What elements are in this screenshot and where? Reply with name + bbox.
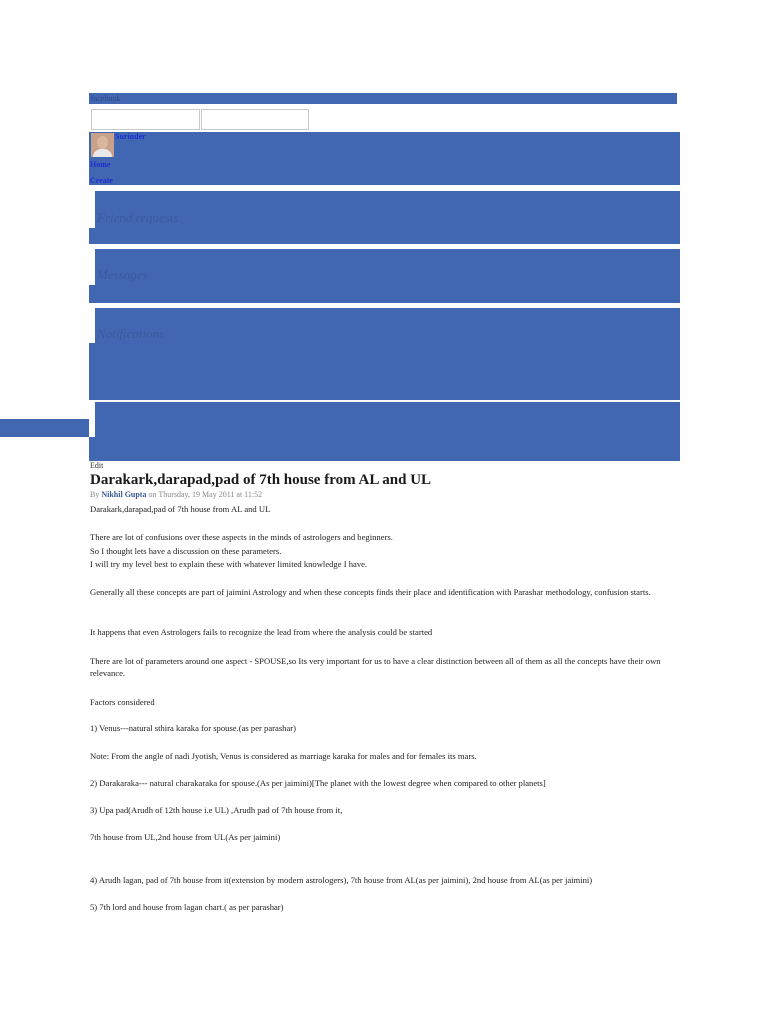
note-paragraph: Darakark,darapad,pad of 7th house from AL and UL <box>90 504 271 514</box>
friend-requests-panel[interactable] <box>95 191 680 228</box>
note-paragraph: Note: From the angle of nadi Jyotish, Venus is considered as marriage karaka for males and for females its mars. <box>90 751 477 761</box>
note-paragraph: I will try my level best to explain these with whatever limited knowledge I have. <box>90 559 368 569</box>
facebook-logo[interactable]: facebook <box>91 94 121 103</box>
byline <box>90 490 262 499</box>
nav-create[interactable]: Create <box>90 176 113 185</box>
top-bar <box>89 93 677 104</box>
profile-name[interactable]: Surinder <box>115 132 146 141</box>
note-paragraph: 7th house from UL,2nd house from UL(As per jaimini) <box>90 832 281 842</box>
note-paragraph: Factors considered <box>90 697 155 707</box>
extra-panel <box>95 402 680 437</box>
panel-divider <box>89 228 680 244</box>
note-paragraph: There are lot of confusions over these aspects in the minds of astrologers and beginners. <box>90 532 393 542</box>
post-date: on Thursday, 19 May 2011 at 11:52 <box>146 490 263 499</box>
notifications-title: Notifications <box>97 326 165 341</box>
note-paragraph: 3) Upa pad(Arudh of 12th house i.e UL) ,Arudh pad of 7th house from it, <box>90 805 343 815</box>
note-paragraph: 5) 7th lord and house from lagan chart.( as per parashar) <box>90 902 284 912</box>
side-accent <box>0 419 89 437</box>
notifications-body <box>89 343 680 400</box>
note-paragraph: 2) Darakaraka--- natural charakaraka for spouse.(As per jaimini)[The planet with the lowest degree when compared to other planets] <box>90 778 546 788</box>
nav-home[interactable]: Home <box>90 160 111 169</box>
search-input[interactable] <box>91 109 200 130</box>
note-paragraph: 4) Arudh lagan, pad of 7th house from it(extension by modern astrologers), 7th house from AL(as per jaimini), 2nd house from AL(as per jaimini) <box>90 875 593 885</box>
note-paragraph: So I thought lets have a discussion on these parameters. <box>90 546 282 556</box>
search-input-secondary[interactable] <box>201 109 309 130</box>
friend-requests-title: Friend requests <box>97 210 179 225</box>
note-paragraph: 1) Venus---natural sthira karaka for spouse.(as per parashar) <box>90 723 297 733</box>
edit-link[interactable]: Edit <box>90 461 104 470</box>
messages-panel[interactable] <box>95 249 680 285</box>
avatar[interactable] <box>91 133 114 157</box>
note-paragraph: It happens that even Astrologers fails to recognize the lead from where the analysis could be started <box>90 627 433 637</box>
note-paragraph: Generally all these concepts are part of jaimini Astrology and when these concepts finds their place and identification with Parashar methodology, confusion starts. <box>90 587 651 597</box>
profile-block <box>89 132 680 185</box>
note-paragraph: There are lot of parameters around one aspect - SPOUSE,so Its very important for us to have a clear distinction between all of them as all the concepts have their own relevance. <box>90 656 661 678</box>
author-link[interactable]: Nikhil Gupta <box>101 490 147 499</box>
messages-title: Messages <box>97 267 148 282</box>
by-prefix: By <box>90 490 102 499</box>
panel-divider <box>89 285 680 303</box>
notifications-panel[interactable] <box>95 308 680 343</box>
extra-panel-footer <box>89 437 680 461</box>
note-title: Darakark,darapad,pad of 7th house from AL and UL <box>90 472 432 488</box>
